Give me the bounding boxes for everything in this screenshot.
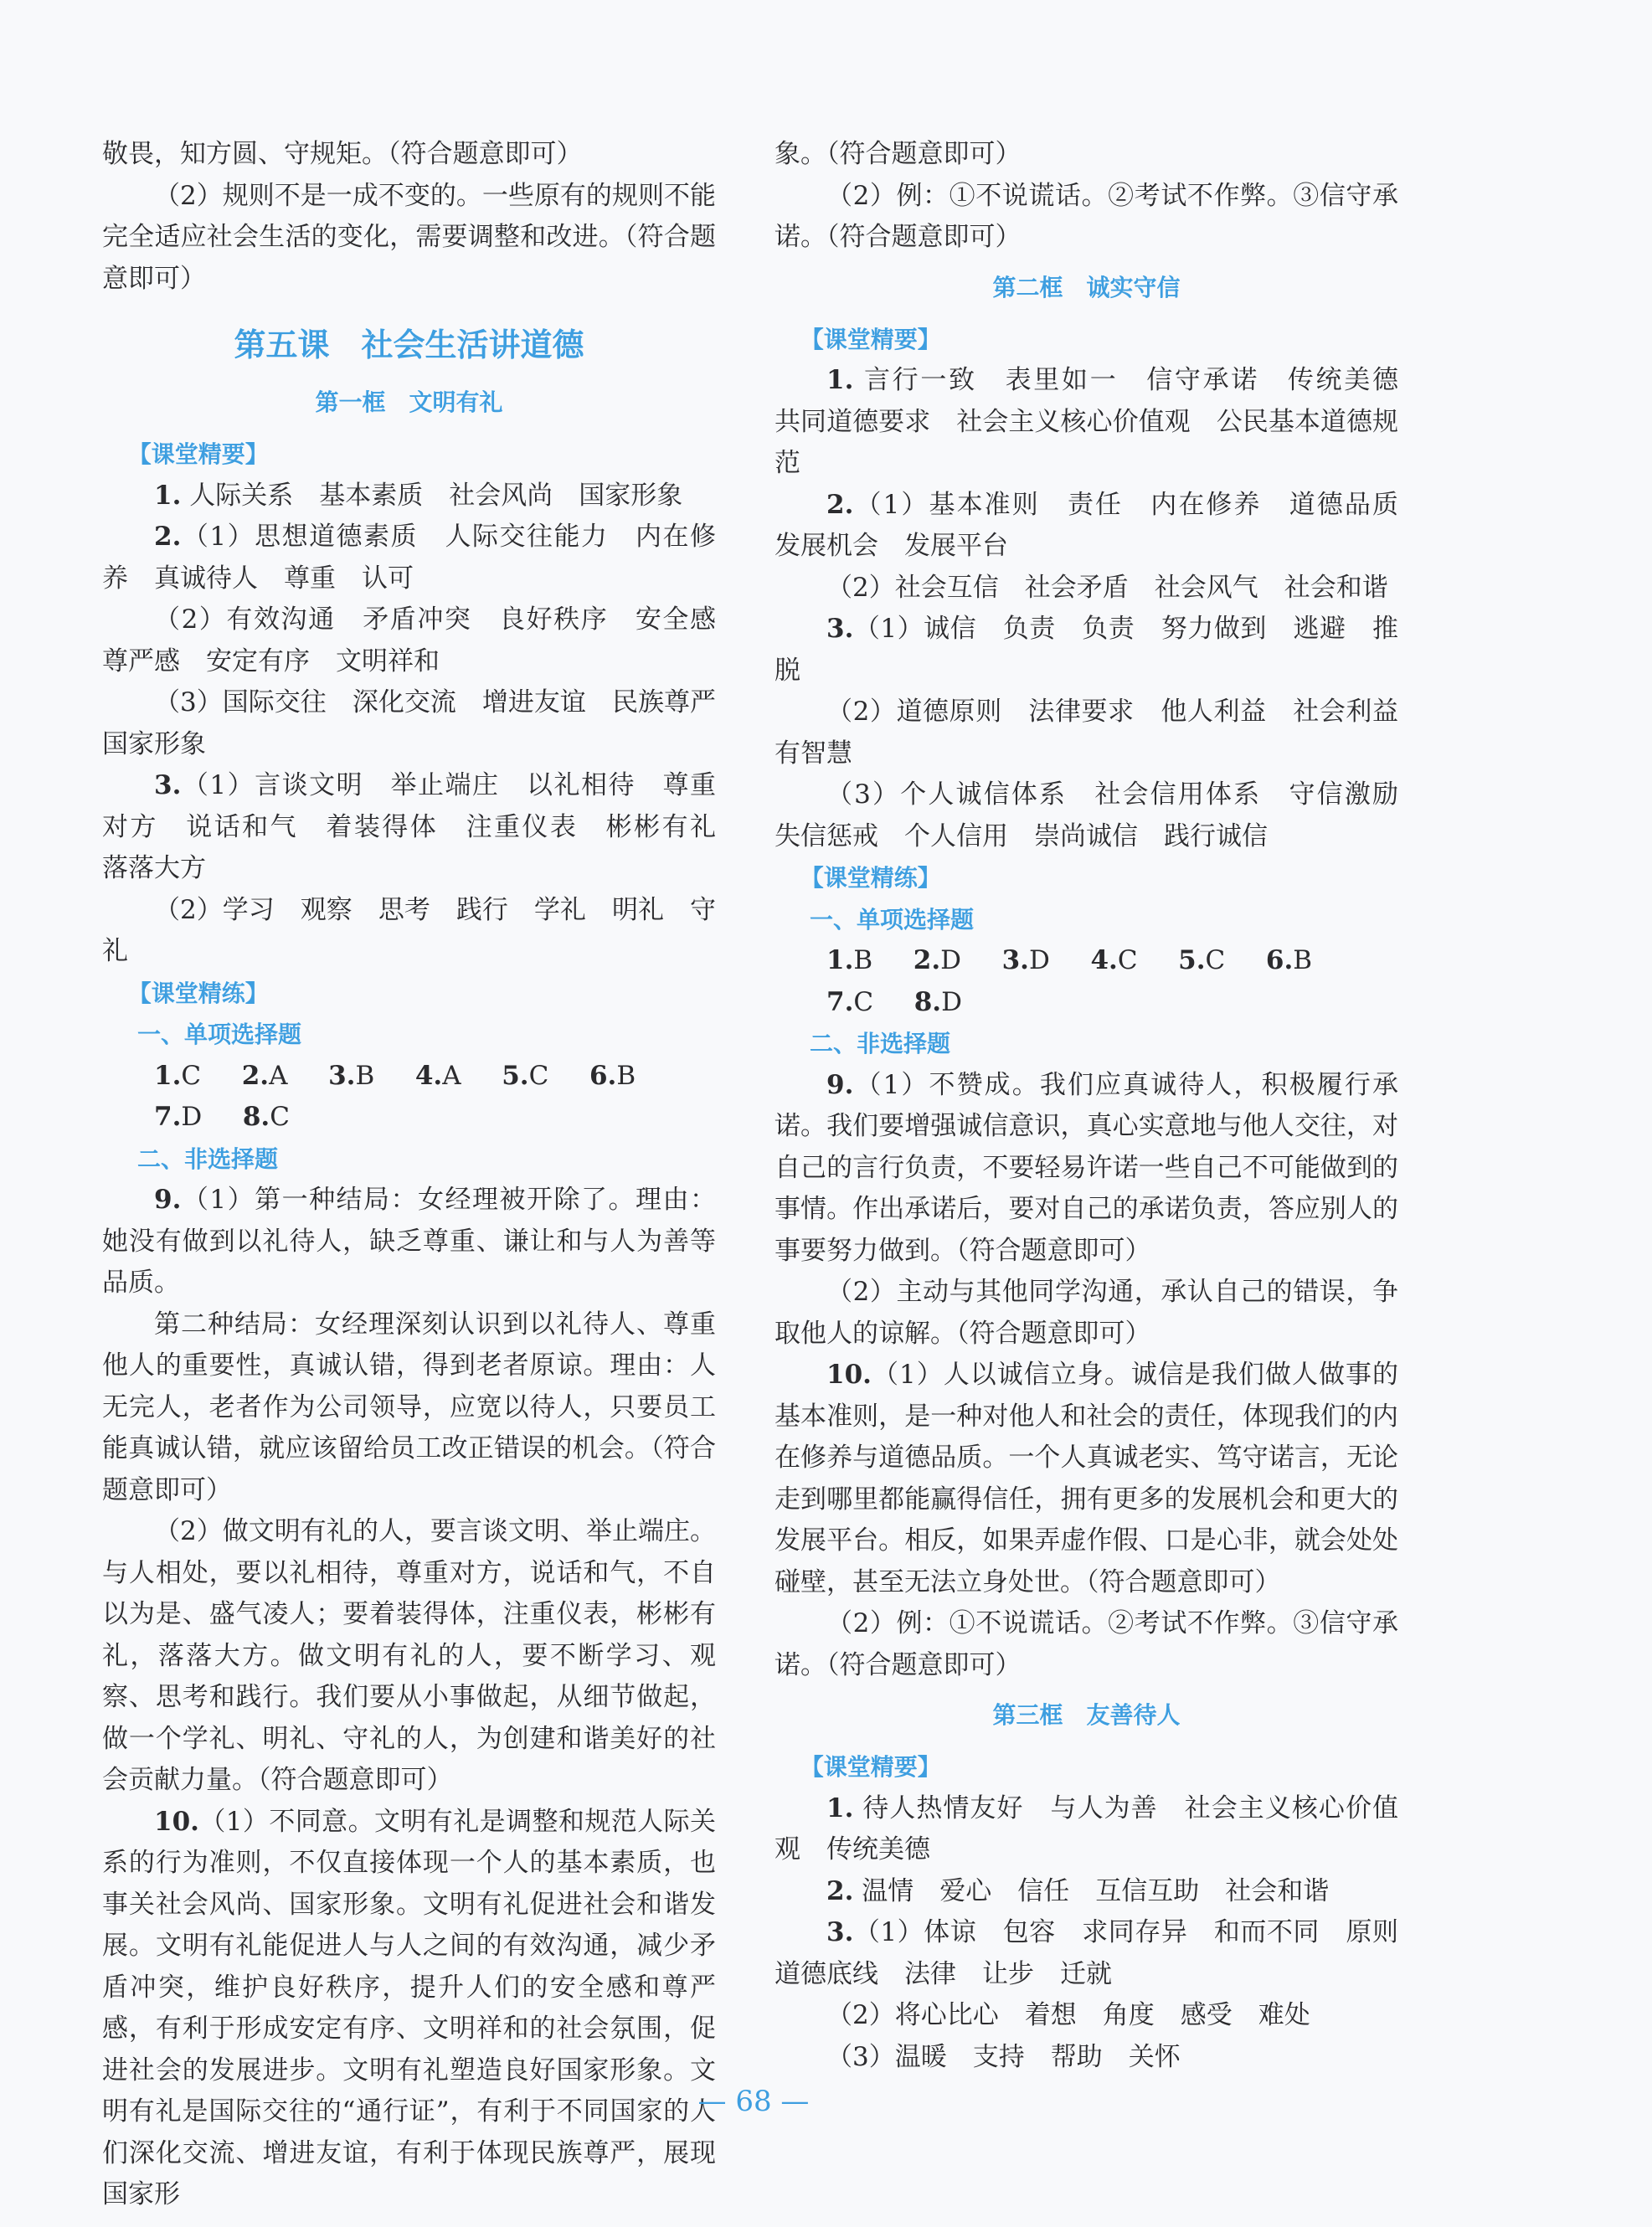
item-number: 9. (826, 1069, 854, 1100)
item-number: 3. (826, 614, 854, 644)
choice-answer: 5.C (502, 1060, 549, 1091)
answer-paragraph (775, 1912, 1424, 1995)
answer-paragraph (102, 1802, 716, 2216)
lesson-title: 第五课 社会生活讲道德 (234, 327, 584, 363)
choice-answer: 6.B (1265, 945, 1313, 975)
answer-paragraph: （2）例：①不说谎话。②考试不作弊。③信守承诺。（符合题意即可） (775, 1608, 1398, 1680)
answer-text: （1）人以诚信立身。诚信是我们做人做事的基本准则，是一种对他人和社会的责任，体现我们的内在修养与道德品质。一个人真诚老实、笃守诺言，无论走到哪里都能赢得信任，拥有更多的发展机会和更大的发展平台。相反，如果弄虚作假、口是心非，就会处处碰壁，甚至无法立身处世。（符合题意即可） (775, 1360, 1398, 1597)
answer-paragraph (102, 517, 716, 599)
item-number: 2. (826, 1875, 854, 1906)
answer-paragraph (775, 1065, 1398, 1273)
answer-paragraph: （2）道德原则 法律要求 他人利益 社会利益 有智慧 (775, 697, 1424, 769)
choice-answer: 2.A (241, 1060, 288, 1091)
continued-text: 象。（符合题意即可） (775, 139, 1022, 169)
answer-paragraph: （3）国际交往 深化交流 增进友谊 民族尊严 国家形象 (102, 687, 742, 759)
right-column (775, 134, 1424, 2078)
section-title: 第三框 友善待人 (992, 1701, 1181, 1729)
answer-text: （1）体谅 包容 求同存异 和而不同 原则 道德底线 法律 让步 迁就 (775, 1917, 1424, 1989)
answer-paragraph: （2）有效沟通 矛盾冲突 良好秩序 安全感 尊严感 安定有序 文明祥和 (102, 604, 742, 676)
choice-answer: 8.C (242, 1102, 290, 1132)
item-number: 2. (826, 489, 854, 520)
answer-text: 待人热情友好 与人为善 社会主义核心价值观 传统美德 (775, 1792, 1398, 1864)
item-number: 10. (826, 1360, 872, 1390)
answer-paragraph: （2）将心比心 着想 角度 感受 难处 (826, 2000, 1310, 2030)
answer-paragraph: （3）个人诚信体系 社会信用体系 守信激励 失信惩戒 个人信用 崇尚诚信 践行诚信 (775, 779, 1424, 851)
answer-paragraph: （2）例：①不说谎话。②考试不作弊。③信守承诺。（符合题意即可） (775, 180, 1398, 252)
section-title: 第一框 文明有礼 (315, 388, 503, 416)
answer-paragraph (775, 1788, 1398, 1871)
choice-answer: 1.C (154, 1060, 202, 1091)
choice-answer: 6.B (589, 1060, 636, 1091)
non-choice-heading: 二、非选择题 (810, 1030, 951, 1057)
answer-text: （1）第一种结局：女经理被开除了。理由：她没有做到以礼待人，缺乏尊重、谦让和与人为善等品质。 (102, 1185, 716, 1298)
practice-heading: 【课堂精练】 (127, 979, 269, 1007)
item-number: 2. (154, 522, 182, 552)
choice-answer: 5.C (1178, 945, 1226, 975)
summary-heading: 【课堂精要】 (800, 1753, 941, 1781)
single-choice-heading: 一、单项选择题 (137, 1021, 302, 1048)
answer-text: （1）不同意。文明有礼是调整和规范人际关系的行为准则，不仅直接体现一个人的基本素质，也事关社会风尚、国家形象。文明有礼促进社会和谐发展。文明有礼能促进人与人之间的有效沟通，减少矛盾冲突，维护良好秩序，提升人们的安全感和尊严感，有利于形成安定有序、文明祥和的社会氛围，促进社会的发展进步。文明有礼塑造良好国家形象。文明有礼是国际交往的“通行证”，有利于不同国家的人们深化交流、增进友谊，有利于体现民族尊严，展现国家形 (102, 1806, 716, 2209)
summary-heading: 【课堂精要】 (127, 440, 269, 468)
answer-text: （1）基本准则 责任 内在修养 道德品质 发展机会 发展平台 (775, 489, 1424, 561)
section-title: 第二框 诚实守信 (992, 273, 1181, 301)
summary-heading: 【课堂精要】 (800, 325, 941, 353)
answer-paragraph: （2）学习 观察 思考 践行 学礼 明礼 守礼 (102, 894, 716, 966)
answer-paragraph: （2）主动与其他同学沟通，承认自己的错误，争取他人的谅解。（符合题意即可） (775, 1277, 1398, 1349)
item-number: 10. (154, 1806, 199, 1837)
choice-answer: 8.D (913, 986, 962, 1017)
answer-text: （1）不赞成。我们应真诚待人，积极履行承诺。我们要增强诚信意识，真心实意地与他人交往，对自己的言行负责，不要轻易许诺一些自己不可能做到的事情。作出承诺后，要对自己的承诺负责，答应别人的事要努力做到。（符合题意即可） (775, 1069, 1398, 1266)
answer-paragraph (102, 765, 742, 890)
single-choice-heading: 一、单项选择题 (810, 905, 975, 933)
answer-paragraph (102, 476, 716, 517)
item-number: 3. (154, 770, 182, 800)
choice-answer: 4.A (414, 1060, 461, 1091)
answer-text: （1）言谈文明 举止端庄 以礼相待 尊重对方 说话和气 着装得体 注重仪表 彬彬有礼 落落大方 (102, 770, 742, 883)
choice-answers (102, 1056, 716, 1139)
answer-paragraph: （3）温暖 支持 帮助 关怀 (826, 2041, 1181, 2072)
item-number: 1. (154, 480, 182, 511)
answer-paragraph (775, 360, 1424, 485)
answer-text: （1）诚信 负责 负责 努力做到 逃避 推脱 (775, 614, 1398, 686)
page-number: — 68 — (697, 2085, 810, 2118)
choice-answer: 2.D (913, 945, 961, 975)
continued-text: 敬畏，知方圆、守规矩。（符合题意即可） (102, 139, 583, 169)
choice-answers (775, 940, 1398, 1023)
answer-text: 言行一致 表里如一 信守承诺 传统美德 共同道德要求 社会主义核心价值观 公民基本道德规范 (775, 365, 1424, 478)
item-number: 3. (826, 1917, 854, 1947)
answer-paragraph: （2）规则不是一成不变的。一些原有的规则不能完全适应社会生活的变化，需要调整和改进。（符合题意即可） (102, 180, 716, 294)
choice-answer: 3.D (1001, 945, 1050, 975)
answer-paragraph (775, 609, 1398, 692)
item-number: 9. (154, 1185, 182, 1215)
item-number: 1. (826, 365, 854, 395)
answer-text: 人际关系 基本素质 社会风尚 国家形象 (181, 480, 683, 511)
answer-paragraph: （2）社会互信 社会矛盾 社会风气 社会和谐 (826, 572, 1388, 603)
choice-answer: 7.C (826, 986, 874, 1017)
answer-paragraph (102, 1180, 716, 1304)
choice-answer: 4.C (1090, 945, 1138, 975)
choice-answer: 3.B (328, 1060, 375, 1091)
item-number: 1. (826, 1792, 854, 1823)
choice-answer: 7.D (154, 1102, 203, 1132)
answer-paragraph: 第二种结局：女经理深刻认识到以礼待人、尊重他人的重要性，真诚认错，得到老者原谅。理由：人无完人，老者作为公司领导，应宽以待人，只要员工能真诚认错，就应该留给员工改正错误的机会。（符合题意即可） (102, 1309, 716, 1505)
answer-paragraph (775, 1871, 1398, 1913)
non-choice-heading: 二、非选择题 (137, 1144, 279, 1173)
answer-paragraph: （2）做文明有礼的人，要言谈文明、举止端庄。与人相处，要以礼相待，尊重对方，说话和气，不自以为是、盛气凌人；要着装得体，注重仪表，彬彬有礼，落落大方。做文明有礼的人，要不断学习、观察、思考和践行。我们要从小事做起，从细节做起，做一个学礼、明礼、守礼的人，为创建和谐美好的社会贡献力量。（符合题意即可） (102, 1516, 716, 1795)
answer-text: （1）思想道德素质 人际交往能力 内在修养 真诚待人 尊重 认可 (102, 522, 716, 594)
left-column (102, 134, 742, 2216)
answer-text: 温情 爱心 信任 互信互助 社会和谐 (853, 1875, 1330, 1906)
practice-heading: 【课堂精练】 (800, 864, 941, 892)
answer-paragraph (775, 485, 1424, 568)
answer-paragraph (775, 1355, 1398, 1603)
choice-answer: 1.B (826, 945, 873, 975)
